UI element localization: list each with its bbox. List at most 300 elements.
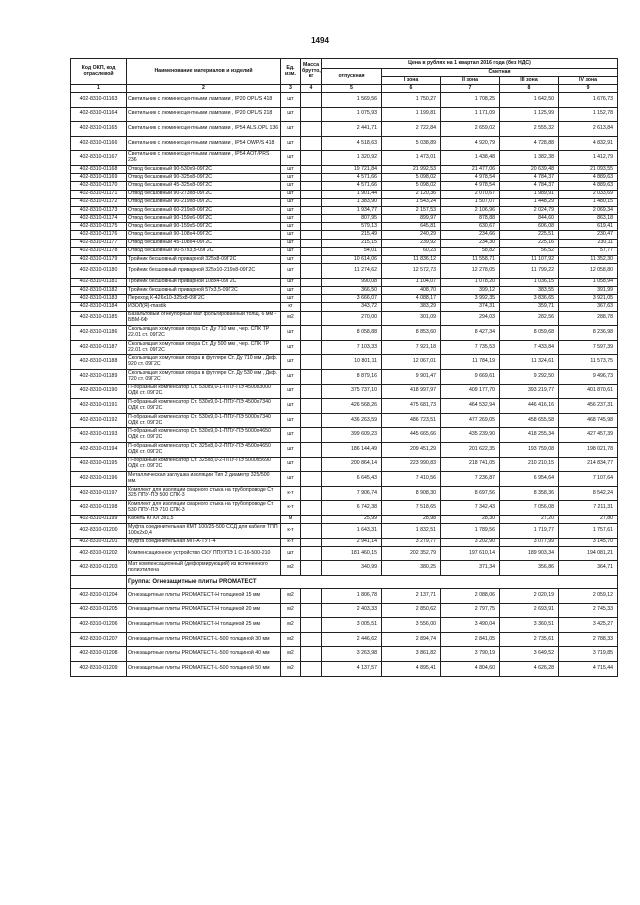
col-header-zone-2: II зона xyxy=(441,77,500,85)
table-cell-zone-3-price: 2 693,91 xyxy=(500,603,559,618)
table-cell-code: 402-8310-01176 xyxy=(71,231,127,239)
table-cell-code: 402-8310-01175 xyxy=(71,223,127,231)
table-cell-mass xyxy=(301,647,322,662)
table-cell-name: Тройник бесшовный приварной 57х3,5-09Г2С xyxy=(127,287,281,295)
column-index-row xyxy=(71,85,618,93)
table-row xyxy=(71,256,618,264)
table-cell-zone-1-price: 301,09 xyxy=(382,311,441,326)
table-cell-release-price: 54,01 xyxy=(322,247,382,255)
table-cell-release-price: 200 864,14 xyxy=(322,457,382,472)
table-cell-zone-1-price: 2 157,53 xyxy=(382,206,441,214)
table-cell-code: 402-8310-01177 xyxy=(71,239,127,247)
table-cell-zone-2-price: 3 790,19 xyxy=(441,647,500,662)
table-cell-name: П-образный компенсатор Ст. 325х8,0-2-ППУ-ПЭ 4500х4650 ОДК ст. 09Г2С xyxy=(127,442,281,457)
table-cell-unit: шт xyxy=(281,136,301,151)
table-cell-code: 402-8310-01191 xyxy=(71,399,127,414)
table-cell-code: 402-8310-01193 xyxy=(71,428,127,443)
table-cell-zone-2-price: 399,12 xyxy=(441,287,500,295)
table-cell-mass xyxy=(301,486,322,501)
table-cell-code: 402-8310-01171 xyxy=(71,190,127,198)
table-cell-mass xyxy=(301,93,322,108)
table-cell-release-price: 2 446,62 xyxy=(322,632,382,647)
table-cell-zone-1-price: 7 921,18 xyxy=(382,340,441,355)
table-cell-code: 402-8310-01172 xyxy=(71,198,127,206)
table-cell-code: 402-8310-01181 xyxy=(71,278,127,286)
table-cell-name: Светильник с люминесцентными лампами , IP54 AOT/PRS 236 xyxy=(127,151,281,166)
table-cell-mass xyxy=(301,355,322,370)
table-cell-release-price: 270,00 xyxy=(322,311,382,326)
table-cell-unit: шт xyxy=(281,190,301,198)
table-cell-zone-1-price: 2 722,84 xyxy=(382,122,441,137)
table-row xyxy=(71,515,618,523)
table-cell-zone-2-price: 477 269,05 xyxy=(441,413,500,428)
table-cell-zone-2-price: 1 171,09 xyxy=(441,107,500,122)
table-cell-name: Скользящая хомутовая опора Ст. Ду 500 мм , чер. СПК ТР 22.01 ст. 09Г2С xyxy=(127,340,281,355)
table-cell-mass xyxy=(301,538,322,546)
table-cell-name: ИЗОЛ(Я)-mastik xyxy=(127,303,281,311)
table-cell-mass xyxy=(301,278,322,286)
table-cell-unit: шт xyxy=(281,399,301,414)
table-row xyxy=(71,428,618,443)
table-cell-unit: м2 xyxy=(281,632,301,647)
table-cell-zone-4-price: 9 496,73 xyxy=(559,369,618,384)
table-cell-unit: шт xyxy=(281,278,301,286)
table-cell-zone-4-price: 8 236,98 xyxy=(559,326,618,341)
table-cell-name: Огнезащитные плиты PROMATECT-H толщиной 25 мм xyxy=(127,618,281,633)
table-cell-unit: шт xyxy=(281,384,301,399)
table-row xyxy=(71,295,618,303)
table-cell-zone-1-price: 3 279,77 xyxy=(382,538,441,546)
table-cell-release-price: 1 320,92 xyxy=(322,151,382,166)
table-cell-code: 402-8310-01195 xyxy=(71,457,127,472)
table-cell-mass xyxy=(301,107,322,122)
table-row xyxy=(71,264,618,279)
table-cell-zone-3-price: 418 255,34 xyxy=(500,428,559,443)
table-cell-release-price: 19 721,84 xyxy=(322,165,382,173)
table-cell-zone-2-price: 201 622,35 xyxy=(441,442,500,457)
table-cell-zone-4-price: 2 033,69 xyxy=(559,190,618,198)
table-cell-zone-2-price: 3 202,90 xyxy=(441,538,500,546)
table-cell-zone-3-price: 3 836,65 xyxy=(500,295,559,303)
table-cell-zone-3-price: 393 219,77 xyxy=(500,384,559,399)
col-header-mass: Масса брутто, кг xyxy=(301,59,322,85)
table-cell-zone-3-price: 7 433,84 xyxy=(500,340,559,355)
table-cell-zone-3-price: 1 989,91 xyxy=(500,190,559,198)
table-cell-unit: шт xyxy=(281,546,301,561)
table-cell-zone-2-price: 371,34 xyxy=(441,561,500,576)
table-row xyxy=(71,603,618,618)
table-cell-release-price: 4 571,66 xyxy=(322,174,382,182)
table-cell-zone-3-price: 6 954,64 xyxy=(500,472,559,487)
table-cell-release-price: 1 806,78 xyxy=(322,589,382,604)
table-cell-code: 402-8310-01202 xyxy=(71,546,127,561)
column-index: 2 xyxy=(127,85,281,93)
table-cell-unit: шт xyxy=(281,264,301,279)
table-row xyxy=(71,501,618,516)
col-header-code: Код ОКП, код отраслевой xyxy=(71,59,127,85)
table-cell-zone-1-price: 2 850,62 xyxy=(382,603,441,618)
table-cell-zone-2-price: 878,88 xyxy=(441,215,500,223)
table-cell-code: 402-8310-01174 xyxy=(71,215,127,223)
table-cell-zone-1-price: 3 556,00 xyxy=(382,618,441,633)
table-row xyxy=(71,413,618,428)
table-cell-unit: шт xyxy=(281,442,301,457)
table-row xyxy=(71,384,618,399)
table-cell-unit: шт xyxy=(281,256,301,264)
table-cell-code: 402-8310-01203 xyxy=(71,561,127,576)
column-index: 4 xyxy=(301,85,322,93)
table-cell-name: Муфта соединительная КМТ 100/25-500 ССД для кабеля ТПП 100х2х0,4 xyxy=(127,524,281,539)
table-cell-name: П-образный компенсатор Ст. 325х8,0-2-ППУ-ПЭ 5000х5690 ОДК ст. 09Г2С xyxy=(127,457,281,472)
table-cell-zone-3-price: 4 784,37 xyxy=(500,174,559,182)
table-row xyxy=(71,136,618,151)
column-index: 7 xyxy=(441,85,500,93)
table-cell-zone-2-price: 464 532,94 xyxy=(441,399,500,414)
table-cell-release-price: 4 571,66 xyxy=(322,182,382,190)
table-cell-name: Отвод бесшовный 90-159х5-09Г2С xyxy=(127,223,281,231)
table-cell-zone-3-price: 1 448,29 xyxy=(500,198,559,206)
table-cell-zone-4-price: 391,99 xyxy=(559,287,618,295)
table-cell-zone-3-price: 1 642,50 xyxy=(500,93,559,108)
table-cell-code: 402-8310-01197 xyxy=(71,486,127,501)
table-cell-zone-4-price: 4 832,91 xyxy=(559,136,618,151)
col-header-release: отпускная xyxy=(322,69,382,85)
table-cell-zone-2-price: 8 697,56 xyxy=(441,486,500,501)
table-row xyxy=(71,174,618,182)
table-cell-zone-3-price: 20 639,48 xyxy=(500,165,559,173)
table-cell-name: Металлическая заглушка изоляции Тип 2 диаметр 325/500 мм. xyxy=(127,472,281,487)
table-cell-zone-2-price: 4 920,79 xyxy=(441,136,500,151)
table-cell-code: 402-8310-01180 xyxy=(71,264,127,279)
table-cell-code: 402-8310-01183 xyxy=(71,295,127,303)
column-index: 9 xyxy=(559,85,618,93)
table-cell-zone-2-price: 4 978,54 xyxy=(441,182,500,190)
table-cell-zone-4-price: 1 480,15 xyxy=(559,198,618,206)
table-cell-release-price: 6 645,43 xyxy=(322,472,382,487)
table-cell-unit: шт xyxy=(281,122,301,137)
table-cell-code: 402-8310-01182 xyxy=(71,287,127,295)
table-cell-zone-4-price: 230,11 xyxy=(559,239,618,247)
table-row xyxy=(71,457,618,472)
table-cell-unit: м2 xyxy=(281,589,301,604)
table-cell-unit: шт xyxy=(281,295,301,303)
table-cell-name: Огнезащитные плиты PROMATECT-L-500 толщиной 30 мм xyxy=(127,632,281,647)
column-index: 8 xyxy=(500,85,559,93)
table-cell-unit: шт xyxy=(281,223,301,231)
table-row xyxy=(71,122,618,137)
table-cell-zone-1-price: 4 895,41 xyxy=(382,662,441,677)
price-table xyxy=(70,58,618,677)
table-cell-name: Отвод бесшовный 90-219х8-09Г2С xyxy=(127,198,281,206)
table-cell-unit: м xyxy=(281,515,301,523)
table-cell-zone-1-price: 8 853,60 xyxy=(382,326,441,341)
table-cell-name: Муфта соединительная МП-А-ТУТ-4 xyxy=(127,538,281,546)
table-cell-zone-3-price: 844,60 xyxy=(500,215,559,223)
table-cell-zone-4-price: 12 058,80 xyxy=(559,264,618,279)
table-cell-zone-4-price: 364,71 xyxy=(559,561,618,576)
table-cell-name: Отвод бесшовный 90-108х4-09Г2С xyxy=(127,231,281,239)
table-cell-zone-2-price: 1 789,56 xyxy=(441,524,500,539)
table-cell-unit: шт xyxy=(281,355,301,370)
table-cell-mass xyxy=(301,295,322,303)
table-cell-zone-3-price: 458 655,58 xyxy=(500,413,559,428)
table-cell-release-price: 2 403,33 xyxy=(322,603,382,618)
table-cell-zone-1-price: 12 572,73 xyxy=(382,264,441,279)
table-cell-zone-2-price: 234,66 xyxy=(441,231,500,239)
table-cell-release-price: 8 879,16 xyxy=(322,369,382,384)
table-cell-release-price: 3 263,98 xyxy=(322,647,382,662)
table-cell-zone-1-price: 21 992,53 xyxy=(382,165,441,173)
table-cell-mass xyxy=(301,589,322,604)
table-cell-zone-2-price: 234,30 xyxy=(441,239,500,247)
table-cell-release-price: 426 568,26 xyxy=(322,399,382,414)
table-cell-zone-2-price: 2 797,75 xyxy=(441,603,500,618)
table-row xyxy=(71,486,618,501)
table-cell-unit: шт xyxy=(281,93,301,108)
table-cell-zone-1-price: 418 997,97 xyxy=(382,384,441,399)
table-cell-zone-4-price: 214 834,77 xyxy=(559,457,618,472)
table-cell-zone-4-price: 401 870,61 xyxy=(559,384,618,399)
table-cell-mass xyxy=(301,136,322,151)
table-cell-zone-1-price: 4 088,17 xyxy=(382,295,441,303)
table-cell-zone-2-price: 58,82 xyxy=(441,247,500,255)
table-cell-code: 402-8310-01178 xyxy=(71,247,127,255)
table-row xyxy=(71,107,618,122)
table-row xyxy=(71,632,618,647)
page-number: 1494 xyxy=(311,36,329,45)
table-cell-zone-3-price: 2 735,61 xyxy=(500,632,559,647)
table-cell-mass xyxy=(301,442,322,457)
col-header-unit: Ед. изм. xyxy=(281,59,301,85)
table-cell-zone-2-price: 2 106,96 xyxy=(441,206,500,214)
table-cell-name: Отвод бесшовный 90-57х3,5-09Г2С xyxy=(127,247,281,255)
table-cell-code: 402-8310-01188 xyxy=(71,355,127,370)
table-cell-zone-1-price: 8 908,30 xyxy=(382,486,441,501)
table-cell-zone-1-price: 2 137,71 xyxy=(382,589,441,604)
table-cell-zone-2-price: 374,31 xyxy=(441,303,500,311)
table-cell-zone-2-price: 11 558,71 xyxy=(441,256,500,264)
table-cell-zone-3-price: 3 077,99 xyxy=(500,538,559,546)
table-cell-release-price: 340,99 xyxy=(322,561,382,576)
table-cell-zone-2-price: 28,30 xyxy=(441,515,500,523)
table-cell-release-price: 399 609,23 xyxy=(322,428,382,443)
table-cell-zone-3-price: 2 555,32 xyxy=(500,122,559,137)
table-cell-zone-1-price: 7 518,65 xyxy=(382,501,441,516)
table-cell-zone-1-price: 240,29 xyxy=(382,231,441,239)
table-cell-zone-2-price: 1 507,07 xyxy=(441,198,500,206)
table-cell-unit: к-т xyxy=(281,524,301,539)
table-cell-name: П-образный компенсатор Ст. 530х9,0-1-ППУ-ПЭ 4500х7340 ОДК ст. 09Г2С xyxy=(127,399,281,414)
table-cell-name: Огнезащитные плиты PROMATECT-L-500 толщиной 50 мм xyxy=(127,662,281,677)
table-cell-zone-2-price: 9 669,61 xyxy=(441,369,500,384)
table-cell-unit: шт xyxy=(281,247,301,255)
table-row xyxy=(71,198,618,206)
table-cell-zone-4-price: 288,78 xyxy=(559,311,618,326)
table-cell-release-price: 343,72 xyxy=(322,303,382,311)
table-row xyxy=(71,287,618,295)
table-cell-zone-2-price: 2 088,06 xyxy=(441,589,500,604)
table-row xyxy=(71,662,618,677)
table-cell-zone-1-price: 209 451,29 xyxy=(382,442,441,457)
table-cell-release-price: 375 737,10 xyxy=(322,384,382,399)
table-cell-zone-3-price: 8 358,36 xyxy=(500,486,559,501)
table-cell-code: 402-8310-01179 xyxy=(71,256,127,264)
table-cell-zone-4-price: 3 719,85 xyxy=(559,647,618,662)
table-cell-release-price: 3 666,07 xyxy=(322,295,382,303)
table-cell-zone-4-price: 1 152,78 xyxy=(559,107,618,122)
table-cell-zone-2-price: 2 070,67 xyxy=(441,190,500,198)
table-cell-mass xyxy=(301,515,322,523)
table-row xyxy=(71,538,618,546)
table-cell-release-price: 990,08 xyxy=(322,278,382,286)
table-row xyxy=(71,442,618,457)
table-row xyxy=(71,206,618,214)
table-cell-name: Отвод бесшовный 45-108х4-09Г2С xyxy=(127,239,281,247)
table-cell-zone-3-price: 2 024,79 xyxy=(500,206,559,214)
table-row xyxy=(71,399,618,414)
table-cell-zone-3-price: 1 125,99 xyxy=(500,107,559,122)
table-cell-name: Комплект для изоляции сварного стыка на трубопроводе Ст 530 ППУ-ПЭ 710 СПК-3 xyxy=(127,501,281,516)
section-spacer xyxy=(71,576,127,589)
table-cell-release-price: 7 103,33 xyxy=(322,340,382,355)
table-cell-name: Тройник бесшовный приварной 108х4-09Г2С xyxy=(127,278,281,286)
table-cell-zone-4-price: 11 352,30 xyxy=(559,256,618,264)
table-cell-mass xyxy=(301,215,322,223)
table-cell-name: Отвод бесшовный 90-325х8-09Г2С xyxy=(127,174,281,182)
table-cell-zone-3-price: 2 020,19 xyxy=(500,589,559,604)
table-cell-zone-1-price: 5 098,02 xyxy=(382,174,441,182)
table-cell-code: 402-8310-01198 xyxy=(71,501,127,516)
table-cell-zone-2-price: 21 477,06 xyxy=(441,165,500,173)
table-cell-zone-1-price: 408,70 xyxy=(382,287,441,295)
table-cell-name: Компенсационное устройство СКУ ППУ/ПЭ 1 С-16-500-210 xyxy=(127,546,281,561)
table-row xyxy=(71,369,618,384)
table-cell-zone-1-price: 12 067,01 xyxy=(382,355,441,370)
table-cell-mass xyxy=(301,662,322,677)
table-cell-zone-2-price: 409 177,70 xyxy=(441,384,500,399)
table-row xyxy=(71,618,618,633)
col-header-estimate: Сметная xyxy=(382,69,618,77)
table-cell-zone-3-price: 4 728,88 xyxy=(500,136,559,151)
table-cell-code: 402-8310-01208 xyxy=(71,647,127,662)
table-cell-unit: шт xyxy=(281,182,301,190)
table-cell-mass xyxy=(301,399,322,414)
table-cell-zone-1-price: 2 120,36 xyxy=(382,190,441,198)
table-cell-code: 402-8310-01205 xyxy=(71,603,127,618)
table-cell-unit: к-т xyxy=(281,486,301,501)
table-cell-name: П-образный компенсатор Ст. 530х9,0-1-ППУ-ПЭ 5000х4650 ОДК ст. 09Г2С xyxy=(127,428,281,443)
table-cell-zone-2-price: 7 342,43 xyxy=(441,501,500,516)
table-cell-mass xyxy=(301,231,322,239)
table-cell-unit: м2 xyxy=(281,662,301,677)
table-cell-zone-4-price: 2 788,33 xyxy=(559,632,618,647)
col-header-price: Цена в рублях на 1 квартал 2016 года (без НДС) xyxy=(322,59,618,69)
table-cell-zone-4-price: 198 021,78 xyxy=(559,442,618,457)
table-cell-zone-2-price: 1 438,48 xyxy=(441,151,500,166)
table-cell-zone-2-price: 630,67 xyxy=(441,223,500,231)
table-cell-zone-4-price: 21 093,55 xyxy=(559,165,618,173)
table-cell-code: 402-8310-01168 xyxy=(71,165,127,173)
table-cell-mass xyxy=(301,247,322,255)
table-cell-zone-4-price: 1 058,94 xyxy=(559,278,618,286)
table-cell-zone-2-price: 7 236,87 xyxy=(441,472,500,487)
table-cell-zone-3-price: 225,51 xyxy=(500,231,559,239)
table-cell-unit: шт xyxy=(281,326,301,341)
table-cell-zone-4-price: 3 425,27 xyxy=(559,618,618,633)
section-title: Группа: Огнезащитные плиты PROMATECT xyxy=(127,576,618,589)
table-cell-zone-3-price: 56,52 xyxy=(500,247,559,255)
table-cell-unit: м2 xyxy=(281,618,301,633)
table-cell-unit: шт xyxy=(281,215,301,223)
table-cell-code: 402-8310-01170 xyxy=(71,182,127,190)
table-cell-name: П-образный компенсатор Ст. 530х9,0-1-ППУ-ПЭ 5000х7340 ОДК ст. 09Г2С xyxy=(127,413,281,428)
table-row xyxy=(71,340,618,355)
table-cell-zone-2-price: 294,03 xyxy=(441,311,500,326)
col-header-name: Наименование материалов и изделий xyxy=(127,59,281,85)
table-cell-unit: шт xyxy=(281,231,301,239)
table-cell-name: Тройник бесшовный приварной 325х8-09Г2С xyxy=(127,256,281,264)
table-cell-mass xyxy=(301,472,322,487)
table-cell-zone-1-price: 2 894,74 xyxy=(382,632,441,647)
table-cell-mass xyxy=(301,122,322,137)
table-row xyxy=(71,303,618,311)
table-cell-name: Мат компенсационный (деформирующий) из вспененного полиэтилена xyxy=(127,561,281,576)
table-cell-zone-2-price: 1 708,25 xyxy=(441,93,500,108)
table-cell-release-price: 436 263,59 xyxy=(322,413,382,428)
table-row xyxy=(71,165,618,173)
table-cell-unit: кг xyxy=(281,303,301,311)
table-cell-zone-3-price: 27,20 xyxy=(500,515,559,523)
table-cell-zone-4-price: 4 889,63 xyxy=(559,182,618,190)
table-cell-unit: к-т xyxy=(281,538,301,546)
table-cell-unit: шт xyxy=(281,472,301,487)
table-cell-name: Светильник с люминесцентными лампами , IP20 OPL/S 418 xyxy=(127,93,281,108)
column-index: 1 xyxy=(71,85,127,93)
table-cell-mass xyxy=(301,174,322,182)
table-row xyxy=(71,247,618,255)
table-cell-name: Отвод бесшовный 45-325х8-09Г2С xyxy=(127,182,281,190)
table-cell-zone-4-price: 7 107,64 xyxy=(559,472,618,487)
table-cell-unit: шт xyxy=(281,165,301,173)
table-cell-zone-4-price: 3 921,05 xyxy=(559,295,618,303)
table-cell-mass xyxy=(301,632,322,647)
table-cell-zone-3-price: 1 382,38 xyxy=(500,151,559,166)
table-cell-zone-3-price: 210 210,15 xyxy=(500,457,559,472)
table-cell-code: 402-8310-01187 xyxy=(71,340,127,355)
table-cell-zone-3-price: 11 799,22 xyxy=(500,264,559,279)
col-header-zone-3: III зона xyxy=(500,77,559,85)
table-cell-unit: шт xyxy=(281,151,301,166)
table-cell-mass xyxy=(301,198,322,206)
table-cell-release-price: 579,13 xyxy=(322,223,382,231)
table-cell-name: Огнезащитные плиты PROMATECT-H толщиной 15 мм xyxy=(127,589,281,604)
table-row xyxy=(71,278,618,286)
table-cell-mass xyxy=(301,311,322,326)
table-cell-code: 402-8310-01200 xyxy=(71,524,127,539)
table-cell-zone-4-price: 194 081,21 xyxy=(559,546,618,561)
table-cell-zone-2-price: 2 659,02 xyxy=(441,122,500,137)
table-cell-release-price: 186 144,49 xyxy=(322,442,382,457)
table-cell-zone-3-price: 3 360,51 xyxy=(500,618,559,633)
table-cell-code: 402-8310-01185 xyxy=(71,311,127,326)
table-cell-zone-3-price: 4 626,28 xyxy=(500,662,559,677)
table-cell-code: 402-8310-01201 xyxy=(71,538,127,546)
table-cell-zone-3-price: 11 107,92 xyxy=(500,256,559,264)
table-cell-zone-1-price: 60,23 xyxy=(382,247,441,255)
table-cell-mass xyxy=(301,264,322,279)
table-cell-release-price: 7 906,74 xyxy=(322,486,382,501)
table-cell-zone-1-price: 1 199,81 xyxy=(382,107,441,122)
